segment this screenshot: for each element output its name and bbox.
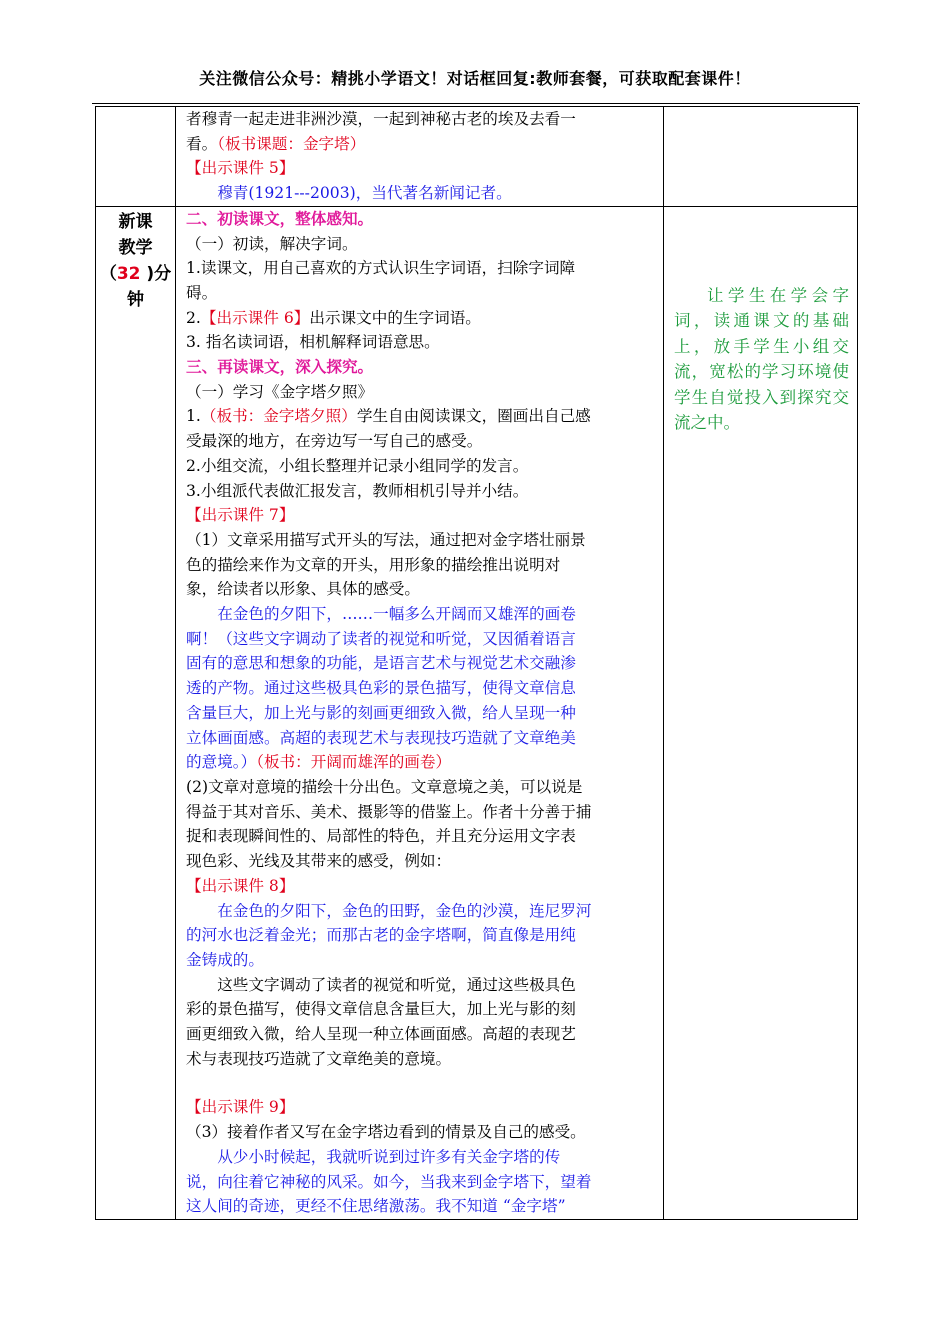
quote-line: 在金色的夕阳下，……一幅多么开阔而又雄浑的画卷 [217,605,576,624]
row1-note-cell [664,107,858,207]
text-line: 1.读课文，用自己喜欢的方式认识生字词语，扫除字词障 [186,259,576,278]
text-line: 3.小组派代表做汇报发言，教师相机引导并小结。 [186,481,529,500]
quote-line: 含量巨大，加上光与影的刻画更细致入微，给人呈现一种 [186,703,576,722]
text-line: 术与表现技巧造就了文章绝美的意境。 [186,1049,452,1068]
quote-line: 透的产物。通过这些极具色彩的景色描写，使得文章信息 [186,679,576,698]
text-line: 2.小组交流，小组长整理并记录小组同学的发言。 [186,456,529,475]
header-rule [92,103,860,104]
slide-reference: 【出示课件 9】 [186,1098,295,1117]
page-header: 关注微信公众号：精挑小学语文！对话框回复:教师套餐，可获取配套课件！ [199,69,751,88]
board-note: （板书：开阔而雄浑的画卷） [256,753,452,772]
board-note: （板书课题：金字塔） [217,134,366,153]
text-line: 这些文字调动了读者的视觉和听觉，通过这些极具色 [217,975,576,994]
text-line: 画更细致入微，给人呈现一种立体画面感。高超的表现艺 [186,1025,576,1044]
text-line: 现色彩、光线及其带来的感受，例如： [186,852,452,871]
text-line: （3）接着作者又写在金字塔边看到的情景及自己的感受。 [186,1123,586,1142]
board-note: （板书：金字塔夕照） [200,407,357,426]
text-line: 2.【出示课件 6】出示课文中的生字词语。 [186,308,481,327]
text-line: 彩的景色描写，使得文章信息含量巨大，加上光与影的刻 [186,1000,576,1019]
text-line: 的意境。）（板书：开阔而雄浑的画卷） [186,753,452,772]
text-line: 受最深的地方，在旁边写一写自己的感受。 [186,432,483,451]
quote-line: 在金色的夕阳下，金色的田野，金色的沙漠，连尼罗河 [217,901,592,920]
quote-line: 从少小时候起，我就听说到过许多有关金字塔的传 [217,1147,561,1166]
quote-line: 说，向往着它神秘的风采。如今，当我来到金字塔下，望着 [186,1172,592,1191]
table-row [96,206,858,1219]
quote-line: 啊！（这些文字调动了读者的视觉和听觉，又因循着语言 [186,629,576,648]
author-bio: 穆青(1921---2003)，当代著名新闻记者。 [217,184,512,203]
slide-reference: 【出示课件 5】 [186,159,295,178]
section-heading: 三、再读课文，深入探究。 [186,357,374,377]
text-line: 3. 指名读词语，相机解释词语意思。 [186,333,440,352]
text-line: 得益于其对音乐、美术、摄影等的借鉴上。作者十分善于捕 [186,802,592,821]
text-line: 象，给读者以形象、具体的感受。 [186,580,420,599]
text-line: （1）文章采用描写式开头的写法，通过把对金字塔壮丽景 [186,530,586,549]
section-label-cell [96,206,176,1219]
text-line: 者穆青一起走进非洲沙漠，一起到神秘古老的埃及去看一 [186,110,576,128]
spacer [186,1071,661,1095]
text-line: 看。（板书课题：金字塔） [186,134,366,153]
quote-line: 固有的意思和想象的功能，是语言艺术与视觉艺术交融渗 [186,654,576,673]
text-line: 碍。 [186,283,218,302]
slide-reference: 【出示课件 8】 [186,876,295,895]
text-line: 1.（板书：金字塔夕照）学生自由阅读课文，圈画出自己感 [186,407,591,426]
text-line: (2)文章对意境的描绘十分出色。文章意境之美，可以说是 [186,777,583,796]
slide-reference: 【出示课件 7】 [186,506,295,525]
lesson-table [95,106,858,1220]
row1-content-cell [176,107,664,207]
design-note-cell [664,206,858,1219]
quote-line: 的河水也泛着金光；而那古老的金字塔啊，简直像是用纯 [186,926,576,945]
quote-line: 立体画面感。高超的表现艺术与表现技巧造就了文章绝美 [186,728,576,747]
table-row [96,107,858,207]
text-line: 捉和表现瞬间性的、局部性的特色，并且充分运用文字表 [186,827,576,846]
lesson-content-cell [176,206,664,1219]
section-label: 新课 教学 （32 )分 钟 [99,211,172,310]
quote-line: 金铸成的。 [186,950,264,969]
row1-label-cell [96,107,176,207]
duration-number: 32 [116,263,141,284]
text-line: （一）学习《金字塔夕照》 [186,382,374,401]
quote-line: 这人间的奇迹，更经不住思绪激荡。我不知道 “金字塔” [186,1197,566,1216]
text-line: 色的描绘来作为文章的开头，用形象的描绘推出说明对 [186,555,561,574]
design-note: 让学生在学会字词，读通课文的基础上，放手学生小组交流，宽松的学习环境使学生自觉投入到探究交流之中。 [674,285,849,433]
text-line: （一）初读，解决字词。 [186,234,358,253]
slide-reference: 【出示课件 6】 [200,308,310,327]
section-heading: 二、初读课文，整体感知。 [186,208,374,228]
